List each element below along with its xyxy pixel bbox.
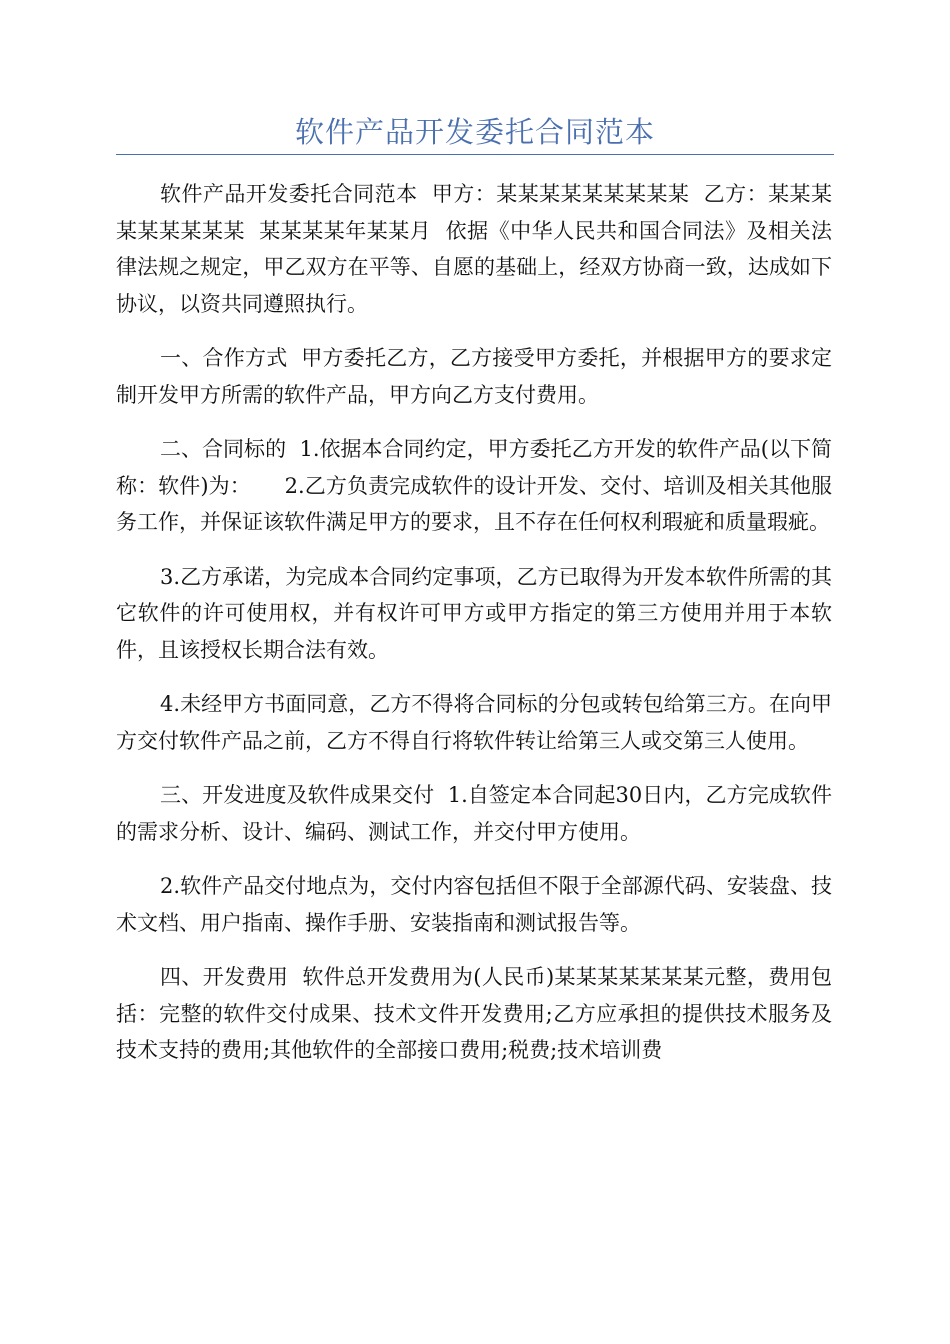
paragraph-subcontract-restriction: 4.未经甲方书面同意，乙方不得将合同标的分包或转包给第三方。在向甲方交付软件产品之前，乙方不得自行将软件转让给第三人或交第三人使用。 [116,692,832,753]
paragraph-development-fees: 四、开发费用 软件总开发费用为(人民币)某某某某某某某元整，费用包括：完整的软件交付成果、技术文件开发费用;乙方应承担的提供技术服务及技术支持的费用;其他软件的全部接口费用;税费;技术培训费 [116,965,832,1062]
paragraph-delivery-content: 2.软件产品交付地点为，交付内容包括但不限于全部源代码、安装盘、技术文档、用户指南、操作手册、安装指南和测试报告等。 [116,874,832,935]
document-body [116,176,832,1087]
paragraph-contract-subject: 二、合同标的 1.依据本合同约定，甲方委托乙方开发的软件产品(以下简称：软件)为： 2.乙方负责完成软件的设计开发、交付、培训及相关其他服务工作，并保证该软件满足甲方的要求，且不存在任何权利瑕疵和质量瑕疵。 [116,437,832,534]
paragraph-schedule-delivery: 三、开发进度及软件成果交付 1.自签定本合同起30日内，乙方完成软件的需求分析、设计、编码、测试工作，并交付甲方使用。 [116,783,832,844]
paragraph-intro: 软件产品开发委托合同范本 甲方：某某某某某某某某某 乙方：某某某某某某某某某 某某某某年某某月 依据《中华人民共和国合同法》及相关法律法规之规定，甲乙双方在平等、自愿的基础上，经双方协商一致，达成如下协议，以资共同遵照执行。 [116,182,832,316]
title-underline [116,154,834,155]
document-title: 软件产品开发委托合同范本 [294,115,655,149]
paragraph-license-commitment: 3.乙方承诺，为完成本合同约定事项，乙方已取得为开发本软件所需的其它软件的许可使用权，并有权许可甲方或甲方指定的第三方使用并用于本软件，且该授权长期合法有效。 [116,564,832,662]
paragraph-cooperation-mode: 一、合作方式 甲方委托乙方，乙方接受甲方委托，并根据甲方的要求定制开发甲方所需的软件产品，甲方向乙方支付费用。 [116,346,832,407]
